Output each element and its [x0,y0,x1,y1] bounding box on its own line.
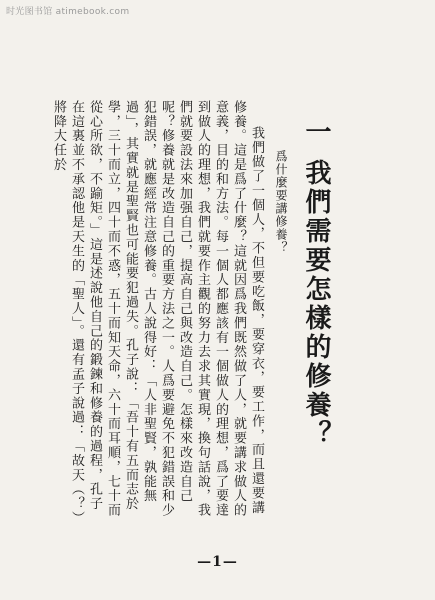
chapter-title: 一 我們需要怎樣的修養？ [301,118,331,450]
paragraph: 我們做了一個人，不但要吃飯，要穿衣，要工作，而且還要講修養。這是爲了什麼？這就因爲我們既然做了人，就要講求做人的意義，目的和方法。每一個人都應該有一個做人的理想，爲了要達到做人的理想，我們就要作主觀的努力去求其實現，換句話說，我們就要設法來加强自己，提高自己與改造自己。怎樣來改造自己呢？修養就是改造自己的重要方法之一。人爲要避免不犯錯誤和少犯錯誤，就應經常注意修養。古人說得好：「人非聖賢，孰能無過」，其實就是聖賢也可能要犯過失。孔子說：「吾十有五而志於學，三十而立，四十而不惑，五十而知天命，六十而耳順，七十而從心所欲，不踰矩。」這是述說他自己的鍛鍊和修養的過程，孔子在這裏並不承認他是天生的「聖人」。還有孟子說過：「故天（？）將降大任於 [51,100,264,519]
section-heading: 爲什麼要講修養？ [274,150,288,254]
body-text [35,100,265,520]
watermark: 时光图书馆 atimebook.com [6,7,130,17]
page-number: —1— [197,554,238,570]
